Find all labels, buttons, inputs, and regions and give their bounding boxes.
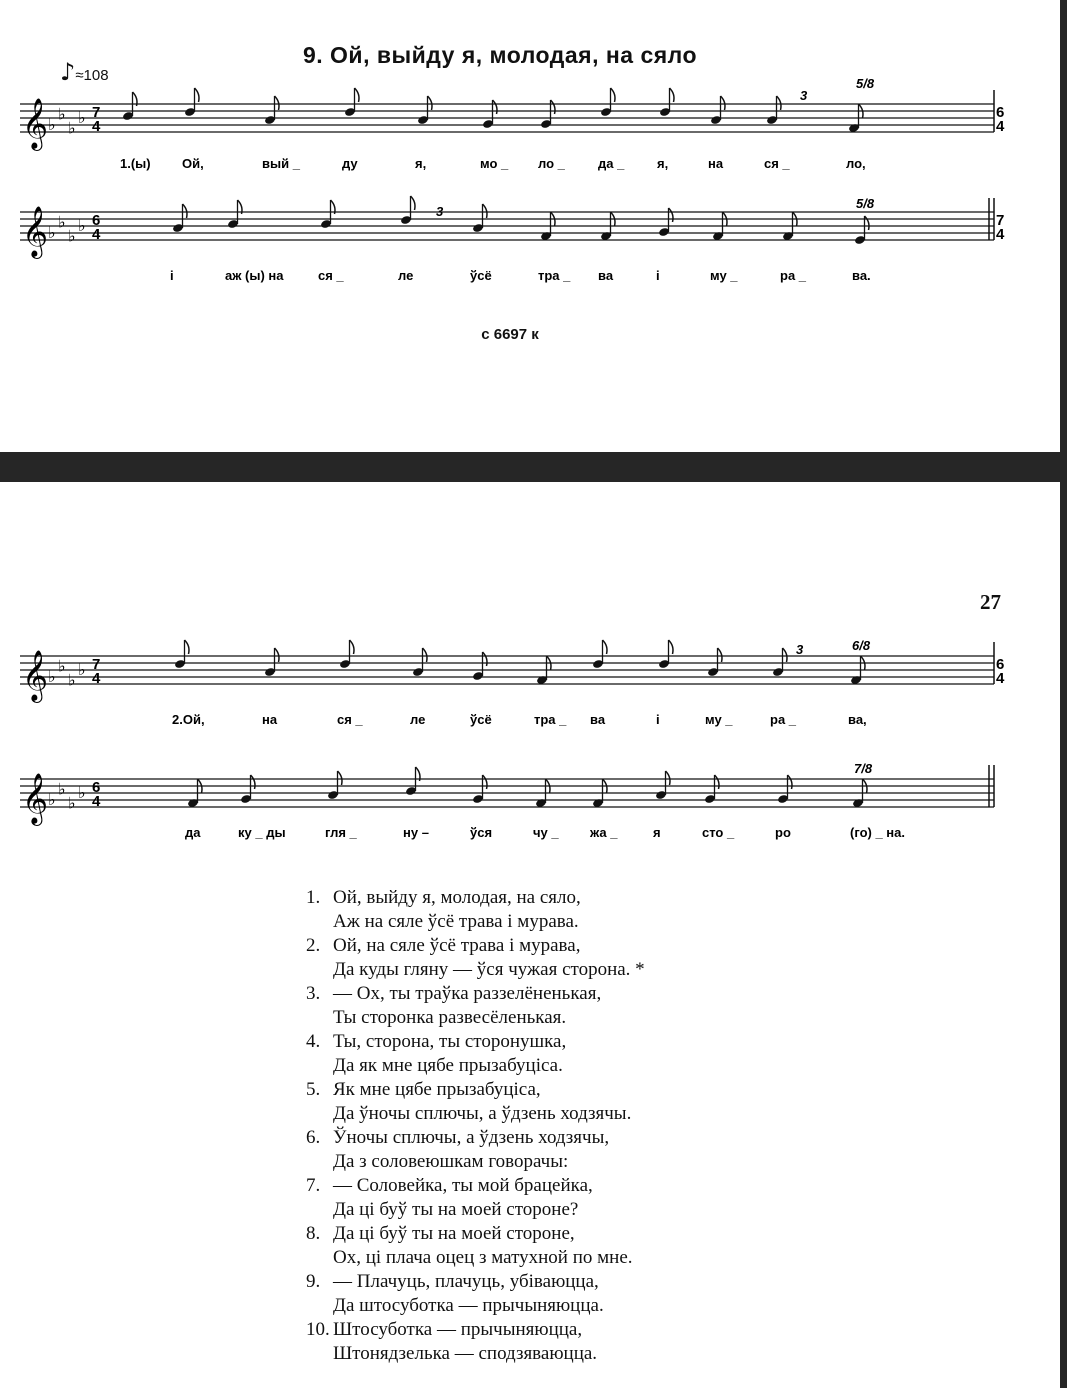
flat-icon: ♭ — [48, 223, 56, 242]
lyric-syllable: ку _ ды — [238, 825, 286, 840]
time-signature-bottom: 4 — [92, 118, 101, 135]
verse-number: 6. — [306, 1127, 321, 1148]
flat-icon: ♭ — [78, 216, 86, 235]
note-flag — [666, 771, 671, 785]
note-flag — [483, 775, 488, 789]
tuplet-mark: 3 — [796, 642, 804, 657]
flat-icon: ♭ — [48, 790, 56, 809]
lyric-syllable: 2.Ой, — [172, 712, 205, 727]
verses-list — [306, 886, 826, 1366]
end-time-signature-top: 6 — [996, 104, 1005, 121]
end-time-signature-bottom: 4 — [996, 226, 1005, 243]
note-flag — [428, 96, 433, 110]
verse-line: Аж на сяле ўсё трава і мурава. — [333, 911, 579, 932]
song-title: 9. Ой, выйду я, молодая, на сяло — [302, 42, 698, 68]
note-flag — [715, 775, 720, 789]
tuplet-mark: 3 — [800, 88, 808, 103]
note-flag — [483, 204, 488, 218]
note-flag — [185, 640, 190, 654]
time-signature-bottom: 4 — [92, 226, 101, 243]
tuplet-mark: 6/8 — [852, 638, 871, 653]
time-signature-top: 6 — [92, 779, 101, 796]
flat-icon: ♭ — [48, 115, 56, 134]
verse-text: Ой, выйду я, молодая, на сяло, — [333, 887, 581, 908]
note-flag — [783, 648, 788, 662]
note-flag — [338, 771, 343, 785]
flat-icon: ♭ — [58, 212, 66, 232]
lyric-syllable: я, — [657, 156, 669, 171]
verse-line: Ох, ці плача оцец з матухной по мне. — [333, 1247, 633, 1268]
verse — [306, 1270, 826, 1318]
music-staff-4 — [0, 761, 1020, 865]
verse-number: 4. — [306, 1031, 321, 1052]
treble-clef-icon: 𝄞 — [22, 98, 49, 149]
time-signature-bottom: 4 — [92, 670, 101, 687]
note-flag — [788, 775, 793, 789]
verse-line — [306, 934, 826, 958]
verse-line — [306, 982, 826, 1006]
note-flag — [551, 100, 556, 114]
time-signature-top: 7 — [92, 104, 101, 121]
verse — [306, 982, 826, 1030]
flat-icon: ♭ — [58, 779, 66, 799]
note-flag — [718, 648, 723, 662]
verse — [306, 886, 826, 934]
tuplet-mark: 5/8 — [856, 196, 875, 211]
lyric-syllable: ле — [398, 268, 414, 283]
time-signature-bottom: 4 — [92, 793, 101, 810]
end-time-signature-bottom: 4 — [996, 670, 1005, 687]
verse-text: Ўночы сплючы, а ўдзень ходзячы, — [333, 1127, 610, 1148]
verse — [306, 1126, 826, 1174]
music-staff-3 — [0, 638, 1020, 742]
flat-icon: ♭ — [68, 118, 76, 138]
tempo-marking — [60, 58, 109, 86]
lyric-syllable: ва — [598, 268, 614, 283]
lyric-syllable: тра _ — [538, 268, 571, 283]
lyric-syllable: гля _ — [325, 825, 357, 840]
catalog-code: с 6697 к — [481, 326, 539, 343]
verse-line: Да куды гляну — ўся чужая сторона. * — [333, 959, 645, 980]
lyric-syllable: я, — [415, 156, 427, 171]
lyric-syllable: і — [656, 268, 660, 283]
verse-number: 9. — [306, 1271, 321, 1292]
verse-text: — Плачуць, плачуць, убіваюцца, — [333, 1271, 599, 1292]
note-flag — [355, 88, 360, 102]
verse-line: Да штосуботка — прычыняюцца. — [333, 1295, 604, 1316]
end-time-signature-bottom: 4 — [996, 118, 1005, 135]
note-flag — [195, 88, 200, 102]
lyric-syllable: чу _ — [533, 825, 559, 840]
verse-number: 8. — [306, 1223, 321, 1244]
verse-line — [306, 1318, 826, 1342]
treble-clef-icon: 𝄞 — [22, 773, 49, 824]
end-time-signature-top: 6 — [996, 656, 1005, 673]
flat-icon: ♭ — [68, 226, 76, 246]
verse-number: 1. — [306, 887, 321, 908]
flat-icon: ♭ — [68, 670, 76, 690]
note-flag — [275, 648, 280, 662]
verse — [306, 1222, 826, 1270]
note-flag — [493, 100, 498, 114]
verse-text: Ой, на сяле ўсё трава і мурава, — [333, 935, 581, 956]
lyric-syllable: ро — [775, 825, 791, 840]
note-flag — [669, 640, 674, 654]
lyric-syllable: ўся — [470, 825, 493, 840]
note-flag — [411, 196, 416, 210]
verse-line: Штонядзелька — сподзяваюцца. — [333, 1343, 598, 1364]
tempo-value: ≈108 — [75, 67, 109, 84]
flat-icon: ♭ — [68, 793, 76, 813]
note-flag — [670, 88, 675, 102]
lyric-syllable: ўсё — [470, 268, 492, 283]
tuplet-mark: 7/8 — [854, 761, 873, 776]
page-edge — [1060, 0, 1067, 1388]
verse-line — [306, 1174, 826, 1198]
lyric-syllable: ся _ — [764, 156, 790, 171]
verse-line — [306, 1030, 826, 1054]
lyric-syllable: да — [185, 825, 201, 840]
lyric-syllable: ра _ — [770, 712, 797, 727]
lyric-syllable: ло, — [846, 156, 866, 171]
verse-number: 10. — [306, 1319, 330, 1340]
lyric-syllable: сто _ — [702, 825, 735, 840]
verse-line — [306, 1222, 826, 1246]
verse-line: Да з соловеюшкам говорачы: — [333, 1151, 569, 1172]
lyric-syllable: му _ — [705, 712, 733, 727]
flat-icon: ♭ — [78, 783, 86, 802]
verse-text: Да ці буў ты на моей стороне, — [333, 1223, 575, 1244]
page-divider — [0, 452, 1067, 482]
note-flag — [483, 652, 488, 666]
eighth-note-icon: ♪ — [60, 58, 76, 86]
verse-line — [306, 1270, 826, 1294]
note-flag — [669, 208, 674, 222]
music-staff-1 — [0, 76, 1020, 190]
lyric-syllable: Ой, — [182, 156, 204, 171]
verse-number: 3. — [306, 983, 321, 1004]
lyric-syllable: ва, — [848, 712, 867, 727]
page-number: 27 — [980, 590, 1001, 614]
verse-line — [306, 1078, 826, 1102]
verse-text: Штосуботка — прычыняюцца, — [333, 1319, 583, 1340]
lyric-syllable: ва — [590, 712, 606, 727]
lyric-syllable: ва. — [852, 268, 871, 283]
time-signature-top: 7 — [92, 656, 101, 673]
verse-line — [306, 886, 826, 910]
time-signature-top: 6 — [92, 212, 101, 229]
lyric-syllable: да _ — [598, 156, 625, 171]
note-flag — [603, 640, 608, 654]
treble-clef-icon: 𝄞 — [22, 206, 49, 257]
verse-text: — Соловейка, ты мой брацейка, — [333, 1175, 593, 1196]
note-flag — [865, 216, 870, 230]
note-flag — [275, 96, 280, 110]
verse-text: Ты, сторона, ты сторонушка, — [333, 1031, 567, 1052]
verse-text: — Ох, ты траўка раззелёненькая, — [333, 983, 602, 1004]
verse — [306, 1174, 826, 1222]
lyric-syllable: тра _ — [534, 712, 567, 727]
lyric-syllable: ся _ — [318, 268, 344, 283]
flat-icon: ♭ — [78, 108, 86, 127]
note-flag — [251, 775, 256, 789]
lyric-syllable: вый _ — [262, 156, 300, 171]
lyric-syllable: ду — [342, 156, 358, 171]
lyric-syllable: ся _ — [337, 712, 363, 727]
lyric-syllable: ле — [410, 712, 426, 727]
verse — [306, 1030, 826, 1078]
flat-icon: ♭ — [58, 104, 66, 124]
note-flag — [611, 88, 616, 102]
lyric-syllable: на — [708, 156, 724, 171]
tuplet-mark: 5/8 — [856, 76, 875, 91]
music-staff-2 — [0, 198, 1020, 298]
verse-line: Ты сторонка развесёленькая. — [333, 1007, 567, 1028]
note-flag — [423, 648, 428, 662]
note-flag — [183, 204, 188, 218]
verse — [306, 1318, 826, 1366]
lyric-syllable: жа _ — [590, 825, 618, 840]
lyric-syllable: я — [653, 825, 661, 840]
verse-line: Да ўночы сплючы, а ўдзень ходзячы. — [333, 1103, 632, 1124]
lyric-syllable: ўсё — [470, 712, 492, 727]
verse-number: 7. — [306, 1175, 321, 1196]
lyric-syllable: і — [170, 268, 174, 283]
verse-number: 5. — [306, 1079, 321, 1100]
tuplet-mark: 3 — [436, 204, 444, 219]
flat-icon: ♭ — [58, 656, 66, 676]
lyric-syllable: мо _ — [480, 156, 509, 171]
verse-line: Да ці буў ты на моей стороне? — [333, 1199, 579, 1220]
note-flag — [721, 96, 726, 110]
flat-icon: ♭ — [78, 660, 86, 679]
note-flag — [777, 96, 782, 110]
treble-clef-icon: 𝄞 — [22, 650, 49, 701]
lyric-syllable: і — [656, 712, 660, 727]
verse — [306, 1078, 826, 1126]
lyric-syllable: ну – — [403, 825, 429, 840]
lyric-syllable: ло _ — [538, 156, 565, 171]
verse-line — [306, 1126, 826, 1150]
lyric-syllable: аж (ы) на — [225, 268, 284, 283]
note-flag — [350, 640, 355, 654]
lyric-syllable: на — [262, 712, 278, 727]
end-time-signature-top: 7 — [996, 212, 1005, 229]
verse-number: 2. — [306, 935, 321, 956]
verse — [306, 934, 826, 982]
verse-text: Як мне цябе прызабуціса, — [333, 1079, 541, 1100]
lyric-syllable: (го) _ на. — [850, 825, 905, 840]
lyric-syllable: 1.(ы) — [120, 156, 151, 171]
flat-icon: ♭ — [48, 667, 56, 686]
verse-line: Да як мне цябе прызабуціса. — [333, 1055, 563, 1076]
score-page-top — [0, 0, 1060, 452]
lyric-syllable: ра _ — [780, 268, 807, 283]
lyric-syllable: му _ — [710, 268, 738, 283]
